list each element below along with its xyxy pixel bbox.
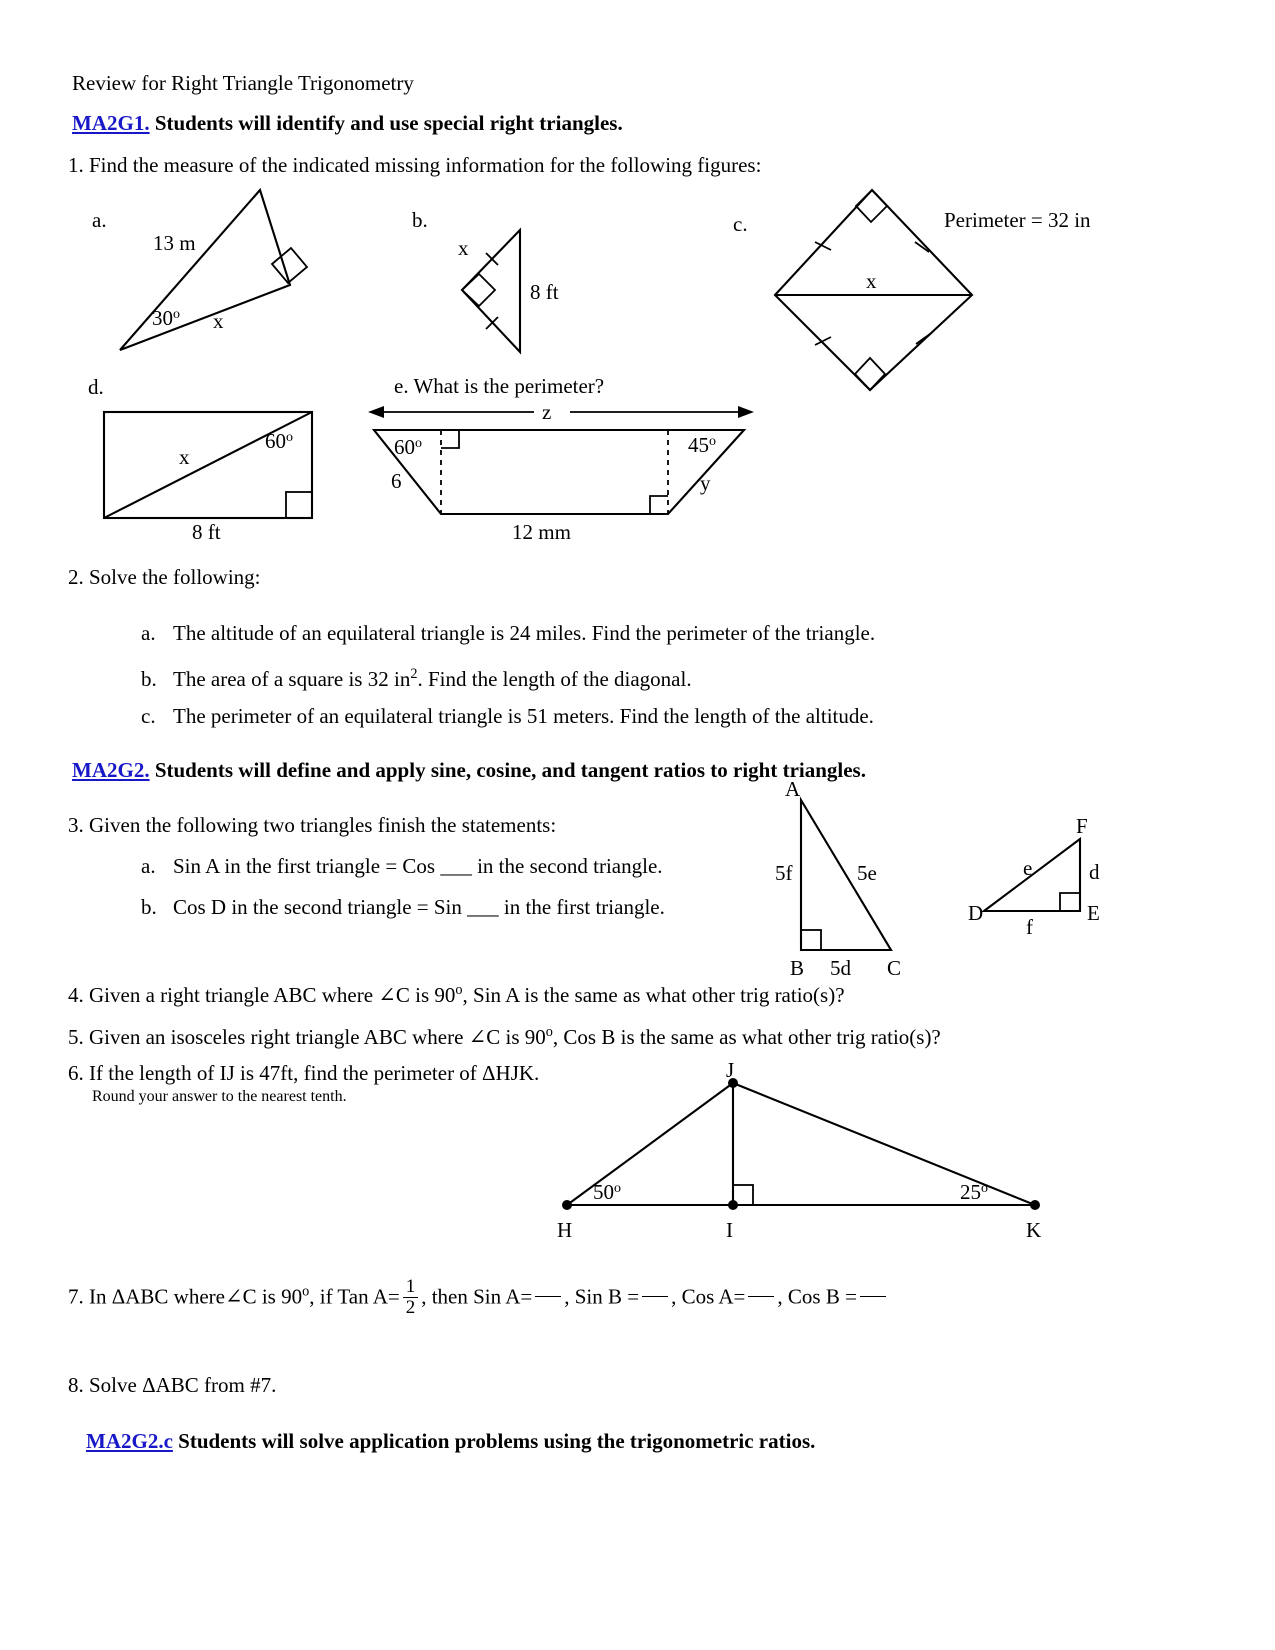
question-2a	[141, 620, 875, 647]
triangle-hjk-vertex-h: H	[557, 1218, 573, 1242]
figure-triangle-hjk	[545, 1058, 1065, 1242]
standard-ma2g2c-text: Students will solve application problems using the trigonometric ratios.	[172, 1429, 816, 1453]
question-7-text-part4: , Sin B =	[564, 1284, 640, 1309]
question-7-text-part1: 7. In ΔABC where∠C is 90	[68, 1284, 303, 1309]
question-3a	[141, 853, 663, 880]
figure-a-hypotenuse-label: 13 m	[153, 231, 196, 255]
standard-ma2g2-text: Students will define and apply sine, cosine, and tangent ratios to right triangles.	[149, 758, 866, 782]
figure-c-perimeter-label: Perimeter = 32 in	[944, 208, 1091, 232]
question-4-text-part1: 4. Given a right triangle ABC where ∠C is 90	[68, 983, 456, 1007]
question-7-fraction-denominator: 2	[403, 1297, 419, 1318]
figure-d-angle-label: 60$^o$	[265, 429, 293, 453]
question-2c	[141, 703, 874, 730]
question-4-degree-superscript: o	[455, 982, 463, 998]
triangle-abc-side-ac: 5e	[857, 861, 877, 885]
question-3a-index: a.	[141, 854, 156, 878]
question-3: 3. Given the following two triangles finish the statements:	[68, 813, 557, 837]
question-7	[68, 1278, 889, 1319]
figure-a-angle-label: 30$^o$	[152, 306, 180, 330]
triangle-hjk-vertex-k: K	[1026, 1218, 1042, 1242]
question-6-note: Round your answer to the nearest tenth.	[92, 1088, 347, 1105]
question-7-answer-blank-sin-b[interactable]	[642, 1296, 668, 1297]
question-2b	[141, 661, 692, 693]
question-2a-index: a.	[141, 621, 156, 645]
triangle-abc-vertex-b: B	[790, 956, 805, 980]
figure-e-label: e. What is the perimeter?	[394, 374, 605, 398]
question-2b-text-part2: . Find the length of the diagonal.	[417, 667, 692, 691]
question-4	[68, 977, 845, 1009]
figure-a-label: a.	[92, 208, 107, 232]
question-2b-text-part1: The area of a square is 32 in	[173, 667, 411, 691]
question-7-answer-blank-cos-b[interactable]	[860, 1296, 886, 1297]
standard-ma2g1-text: Students will identify and use special right triangles.	[149, 111, 623, 135]
figure-c-diagonal-label: x	[866, 269, 877, 293]
figure-triangle-def	[968, 815, 1138, 945]
question-6: 6. If the length of IJ is 47ft, find the perimeter of ΔHJK.	[68, 1061, 540, 1085]
question-7-text-part2: , if Tan A=	[309, 1284, 400, 1309]
question-7-fraction-numerator: 1	[405, 1276, 416, 1297]
question-5-text-part2: , Cos B is the same as what other trig ratio(s)?	[552, 1025, 941, 1049]
triangle-abc-side-bc: 5d	[830, 956, 851, 980]
standard-ma2g2-code: MA2G2.	[72, 758, 150, 782]
triangle-hjk-vertex-j: J	[726, 1058, 735, 1082]
figure-c-label: c.	[733, 212, 748, 236]
figure-d-base-label: 8 ft	[192, 520, 221, 544]
triangle-def-side-ef: d	[1089, 860, 1100, 884]
question-3a-text: Sin A in the first triangle = Cos ___ in the second triangle.	[173, 854, 663, 878]
question-7-text-part6: , Cos B =	[777, 1284, 857, 1309]
question-3b-text: Cos D in the second triangle = Sin ___ in the first triangle.	[173, 895, 665, 919]
standard-ma2g1	[72, 110, 623, 136]
triangle-hjk-vertex-i: I	[726, 1218, 733, 1242]
figure-e-angle-right-label: 45$^o$	[688, 433, 716, 457]
question-2a-text: The altitude of an equilateral triangle is 24 miles. Find the perimeter of the triangle.	[173, 621, 876, 645]
question-7-text-part5: , Cos A=	[671, 1284, 746, 1309]
standard-ma2g2	[72, 757, 866, 783]
figure-a	[110, 180, 330, 360]
figure-b-leg-label: x	[458, 236, 469, 260]
page-title: Review for Right Triangle Trigonometry	[72, 71, 414, 95]
figure-e-angle-left-label: 60$^o$	[394, 435, 422, 459]
question-5-degree-superscript: o	[545, 1024, 553, 1040]
question-5	[68, 1019, 941, 1051]
triangle-abc-vertex-c: C	[887, 956, 902, 980]
question-2c-index: c.	[141, 704, 156, 728]
triangle-def-side-df: e	[1023, 856, 1033, 880]
question-7-answer-blank-cos-a[interactable]	[748, 1296, 774, 1297]
standard-ma2g2c	[86, 1428, 815, 1454]
question-5-text-part1: 5. Given an isosceles right triangle ABC where ∠C is 90	[68, 1025, 546, 1049]
figure-e-bottom-label: 12 mm	[512, 520, 571, 544]
figure-d-label: d.	[88, 375, 104, 399]
question-3b	[141, 894, 665, 921]
figure-e-side-left-label: 6	[391, 469, 402, 493]
figure-b-label: b.	[412, 208, 428, 232]
figure-triangle-abc	[775, 777, 955, 982]
question-4-text-part2: , Sin A is the same as what other trig ratio(s)?	[462, 983, 845, 1007]
figure-e-side-right-label: y	[700, 471, 711, 495]
question-2b-index: b.	[141, 667, 157, 691]
question-2b-superscript: 2	[410, 666, 418, 682]
question-7-answer-blank-sin-a[interactable]	[535, 1296, 561, 1297]
triangle-def-vertex-d: D	[968, 901, 984, 925]
triangle-hjk-angle-h: 50$^o$	[593, 1180, 621, 1204]
figure-e	[366, 402, 756, 522]
figure-e-top-label: z	[542, 400, 552, 424]
figure-b	[448, 222, 598, 372]
question-7-text-part3: , then Sin A=	[421, 1284, 533, 1309]
triangle-abc-side-ab: 5f	[775, 861, 793, 885]
question-3b-index: b.	[141, 895, 157, 919]
question-7-fraction	[403, 1277, 419, 1318]
question-8: 8. Solve ΔABC from #7.	[68, 1373, 277, 1397]
triangle-def-side-de: f	[1026, 915, 1033, 939]
triangle-def-vertex-e: E	[1087, 901, 1100, 925]
question-1: 1. Find the measure of the indicated missing information for the following figures:	[68, 153, 762, 177]
question-2: 2. Solve the following:	[68, 565, 261, 589]
triangle-abc-vertex-a: A	[785, 777, 801, 801]
figure-d-diagonal-label: x	[179, 445, 190, 469]
figure-a-base-label: x	[213, 309, 224, 333]
triangle-hjk-angle-k: 25$^o$	[960, 1180, 988, 1204]
question-7-degree-superscript: o	[302, 1283, 310, 1300]
question-2c-text: The perimeter of an equilateral triangle is 51 meters. Find the length of the altitude.	[173, 704, 874, 728]
triangle-def-vertex-f: F	[1076, 814, 1088, 838]
standard-ma2g2c-code: MA2G2.c	[86, 1429, 173, 1453]
figure-b-vertical-label: 8 ft	[530, 280, 559, 304]
standard-ma2g1-code: MA2G1.	[72, 111, 150, 135]
figure-d	[102, 408, 317, 523]
